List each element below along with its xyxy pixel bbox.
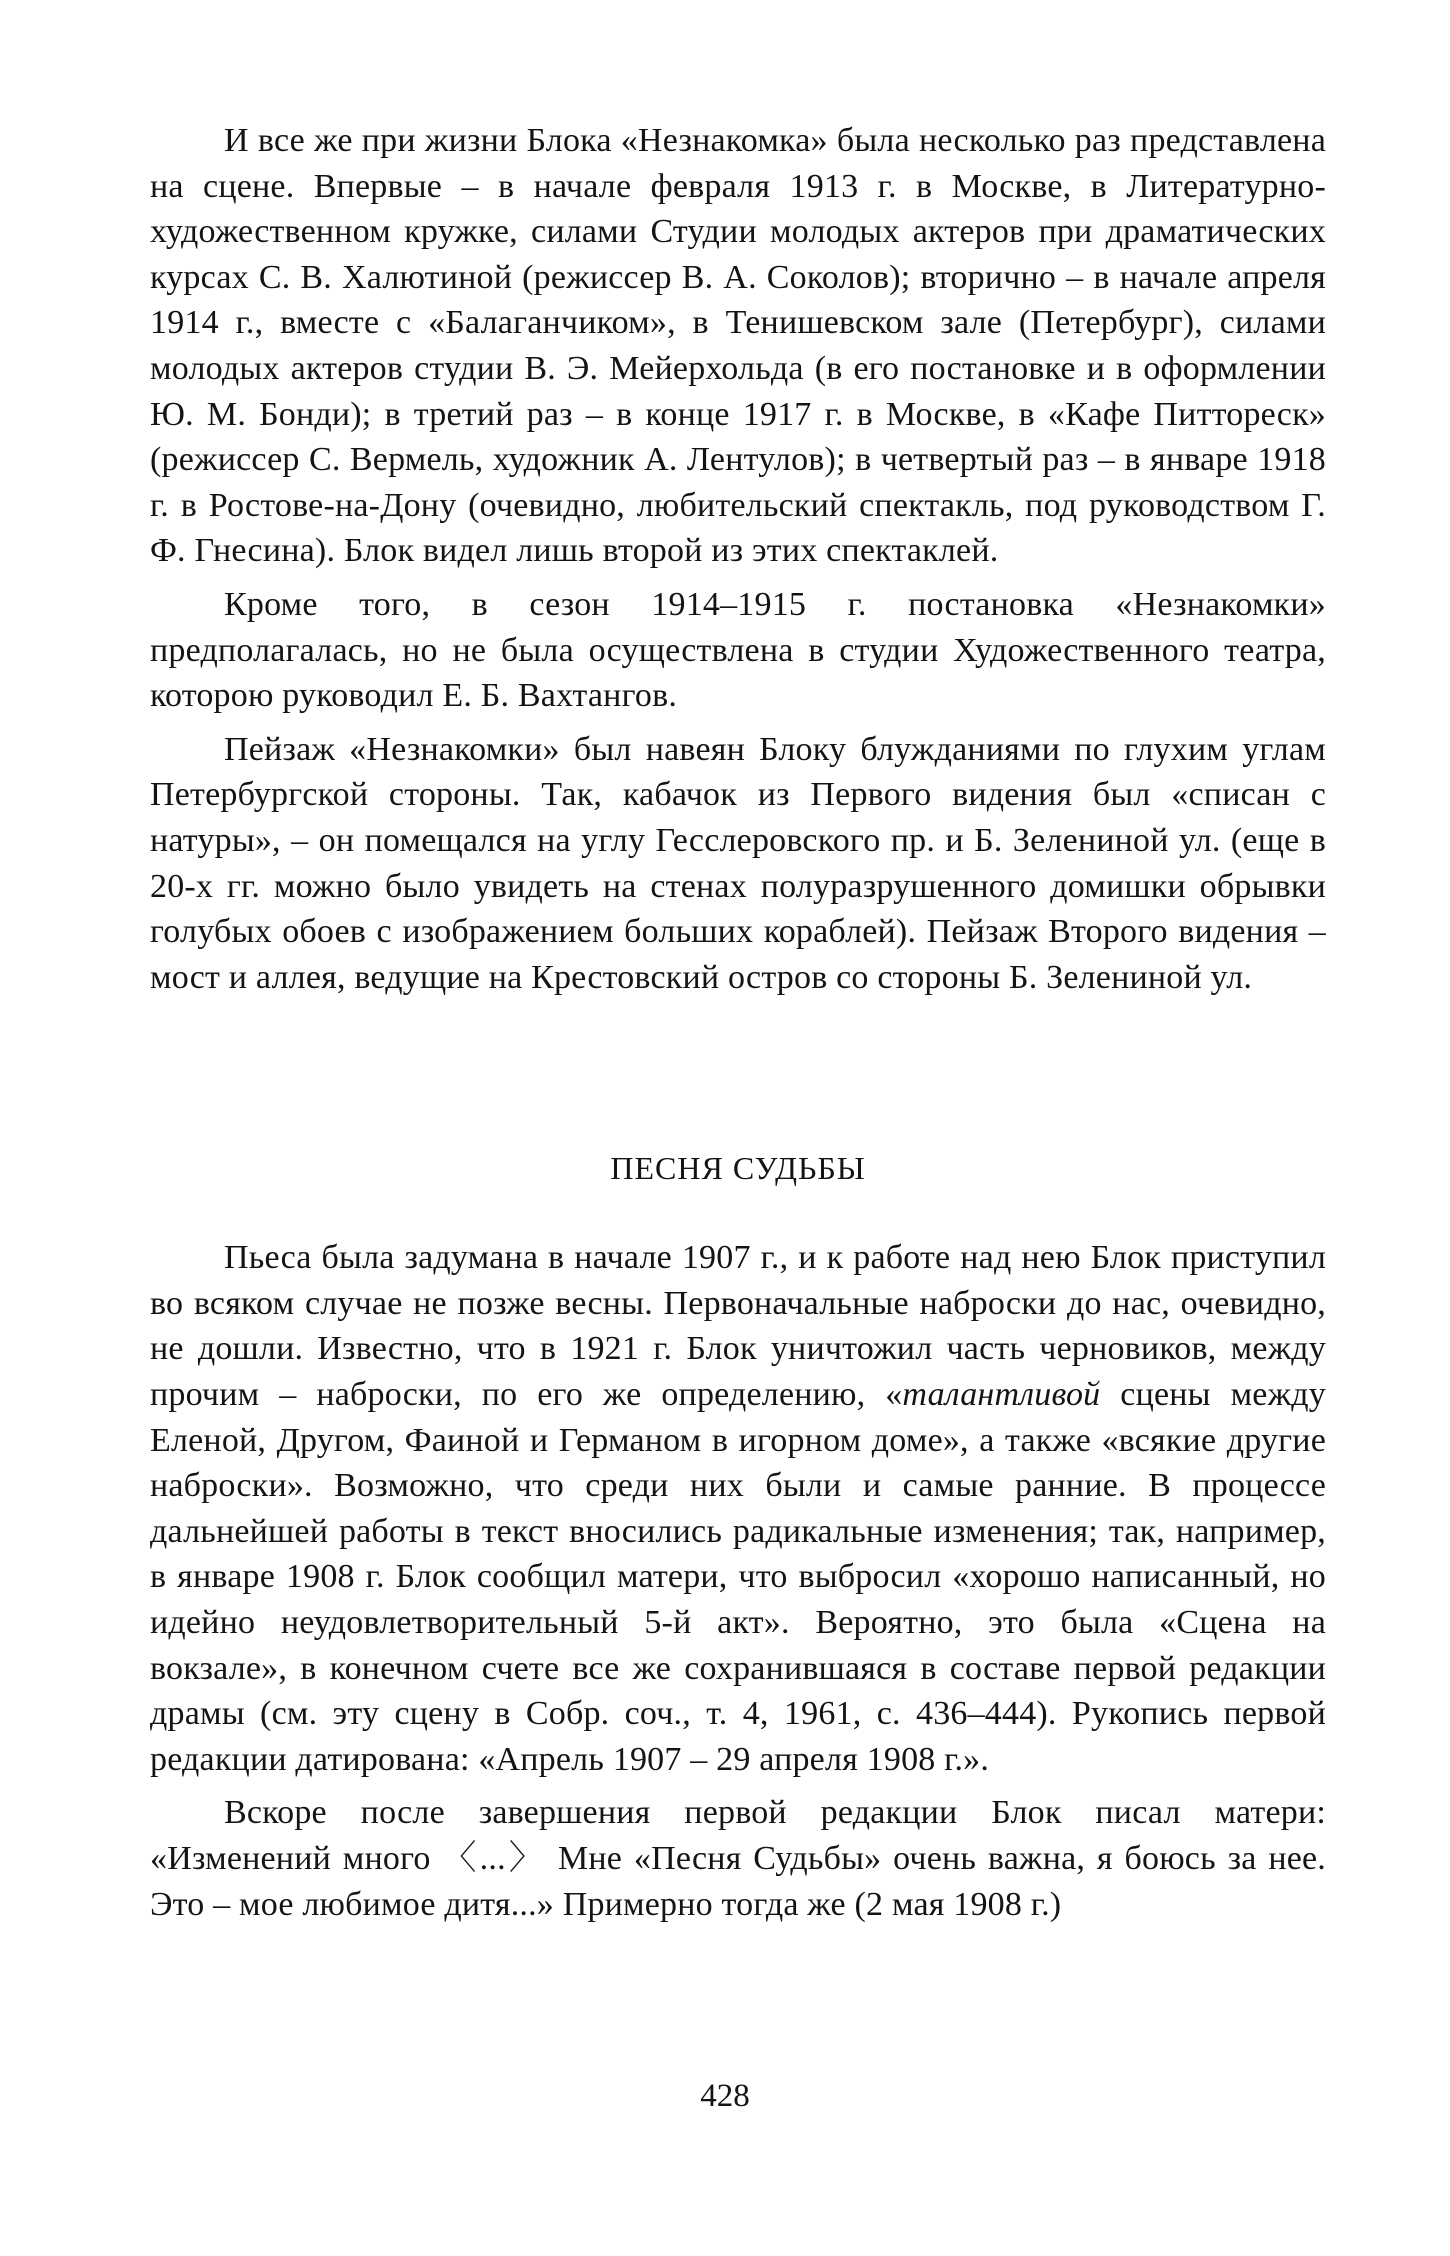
paragraph-letter-to-mother: Вскоре после завершения первой редакции Блок писал матери: «Изменений много 〈...〉 Мне «Песня Судьбы» очень важна, я боюсь за нее. Это – мое любимое дитя...» Примерно тогда же (2 мая 1908 г.) (150, 1794, 1326, 1923)
page-body (150, 118, 1326, 1927)
paragraph-play-conceived (150, 1235, 1326, 1782)
italic-emphasis: талантливой (902, 1376, 1101, 1414)
paragraph-landscape: Пейзаж «Незнакомки» был навеян Блоку блужданиями по глухим углам Петербургской стороны. Так, кабачок из Первого видения был «списан с натуры», – он помещался на углу Гесслеровского пр. и Б. Зелениной ул. (еще в 20-х гг. можно было увидеть на стенах полуразрушенного домишки обрывки голубых обоев с изображением больших кораблей). Пейзаж Второго видения – мост и аллея, ведущие на Крестовский остров со стороны Б. Зелениной ул. (150, 730, 1326, 996)
section-title: ПЕСНЯ СУДЬБЫ (610, 1150, 866, 1187)
paragraph-play-conceived-part1: Пьеса была задумана в начале 1907 г., и к работе над нею Блок приступил во всяком случае не позже весны. Первоначальные наброски до нас, очевидно, не дошли. Известно, что в 1921 г. Блок уничтожил часть черновиков, между прочим – наброски, по его же определению, « (150, 1239, 1326, 1414)
paragraph-play-conceived-part2: сцены между Еленой, Другом, Фаиной и Германом в игорном доме», а также «всякие другие наброски». Возможно, что среди них были и самые ранние. В процессе дальнейшей работы в текст вносились радикальные изменения; так, например, в январе 1908 г. Блок сообщил матери, что выбросил «хорошо написанный, но идейно неудовлетворительный 5-й акт». Вероятно, это была «Сцена на вокзале», в конечном счете все же сохранившаяся в составе первой редакции драмы (см. эту сцену в Собр. соч., т. 4, 1961, с. 436–444). Рукопись первой редакции датирована: «Апрель 1907 – 29 апреля 1908 г.». (150, 1376, 1326, 1778)
page-number: 428 (700, 2078, 750, 2114)
paragraph-vakhtangov-studio: Кроме того, в сезон 1914–1915 г. постановка «Незнакомки» предполагалась, но не была осуществлена в студии Художественного театра, которою руководил Е. Б. Вахтангов. (150, 585, 1326, 715)
paragraph-performances: И все же при жизни Блока «Незнакомка» была несколько раз представлена на сцене. Впервые – в начале февраля 1913 г. в Москве, в Литературно-художественном кружке, силами Студии молодых актеров при драматических курсах С. В. Халютиной (режиссер В. А. Соколов); вторично – в начале апреля 1914 г., вместе с «Балаганчиком», в Тенишевском зале (Петербург), силами молодых актеров студии В. Э. Мейерхольда (в его постановке и в оформлении Ю. М. Бонди); в третий раз – в конце 1917 г. в Москве, в «Кафе Питтореск» (режиссер С. Вермель, художник А. Лентулов); в четвертый раз – в январе 1918 г. в Ростове-на-Дону (очевидно, любительский спектакль, под руководством Г. Ф. Гнесина). Блок видел лишь второй из этих спектаклей. (150, 122, 1326, 570)
